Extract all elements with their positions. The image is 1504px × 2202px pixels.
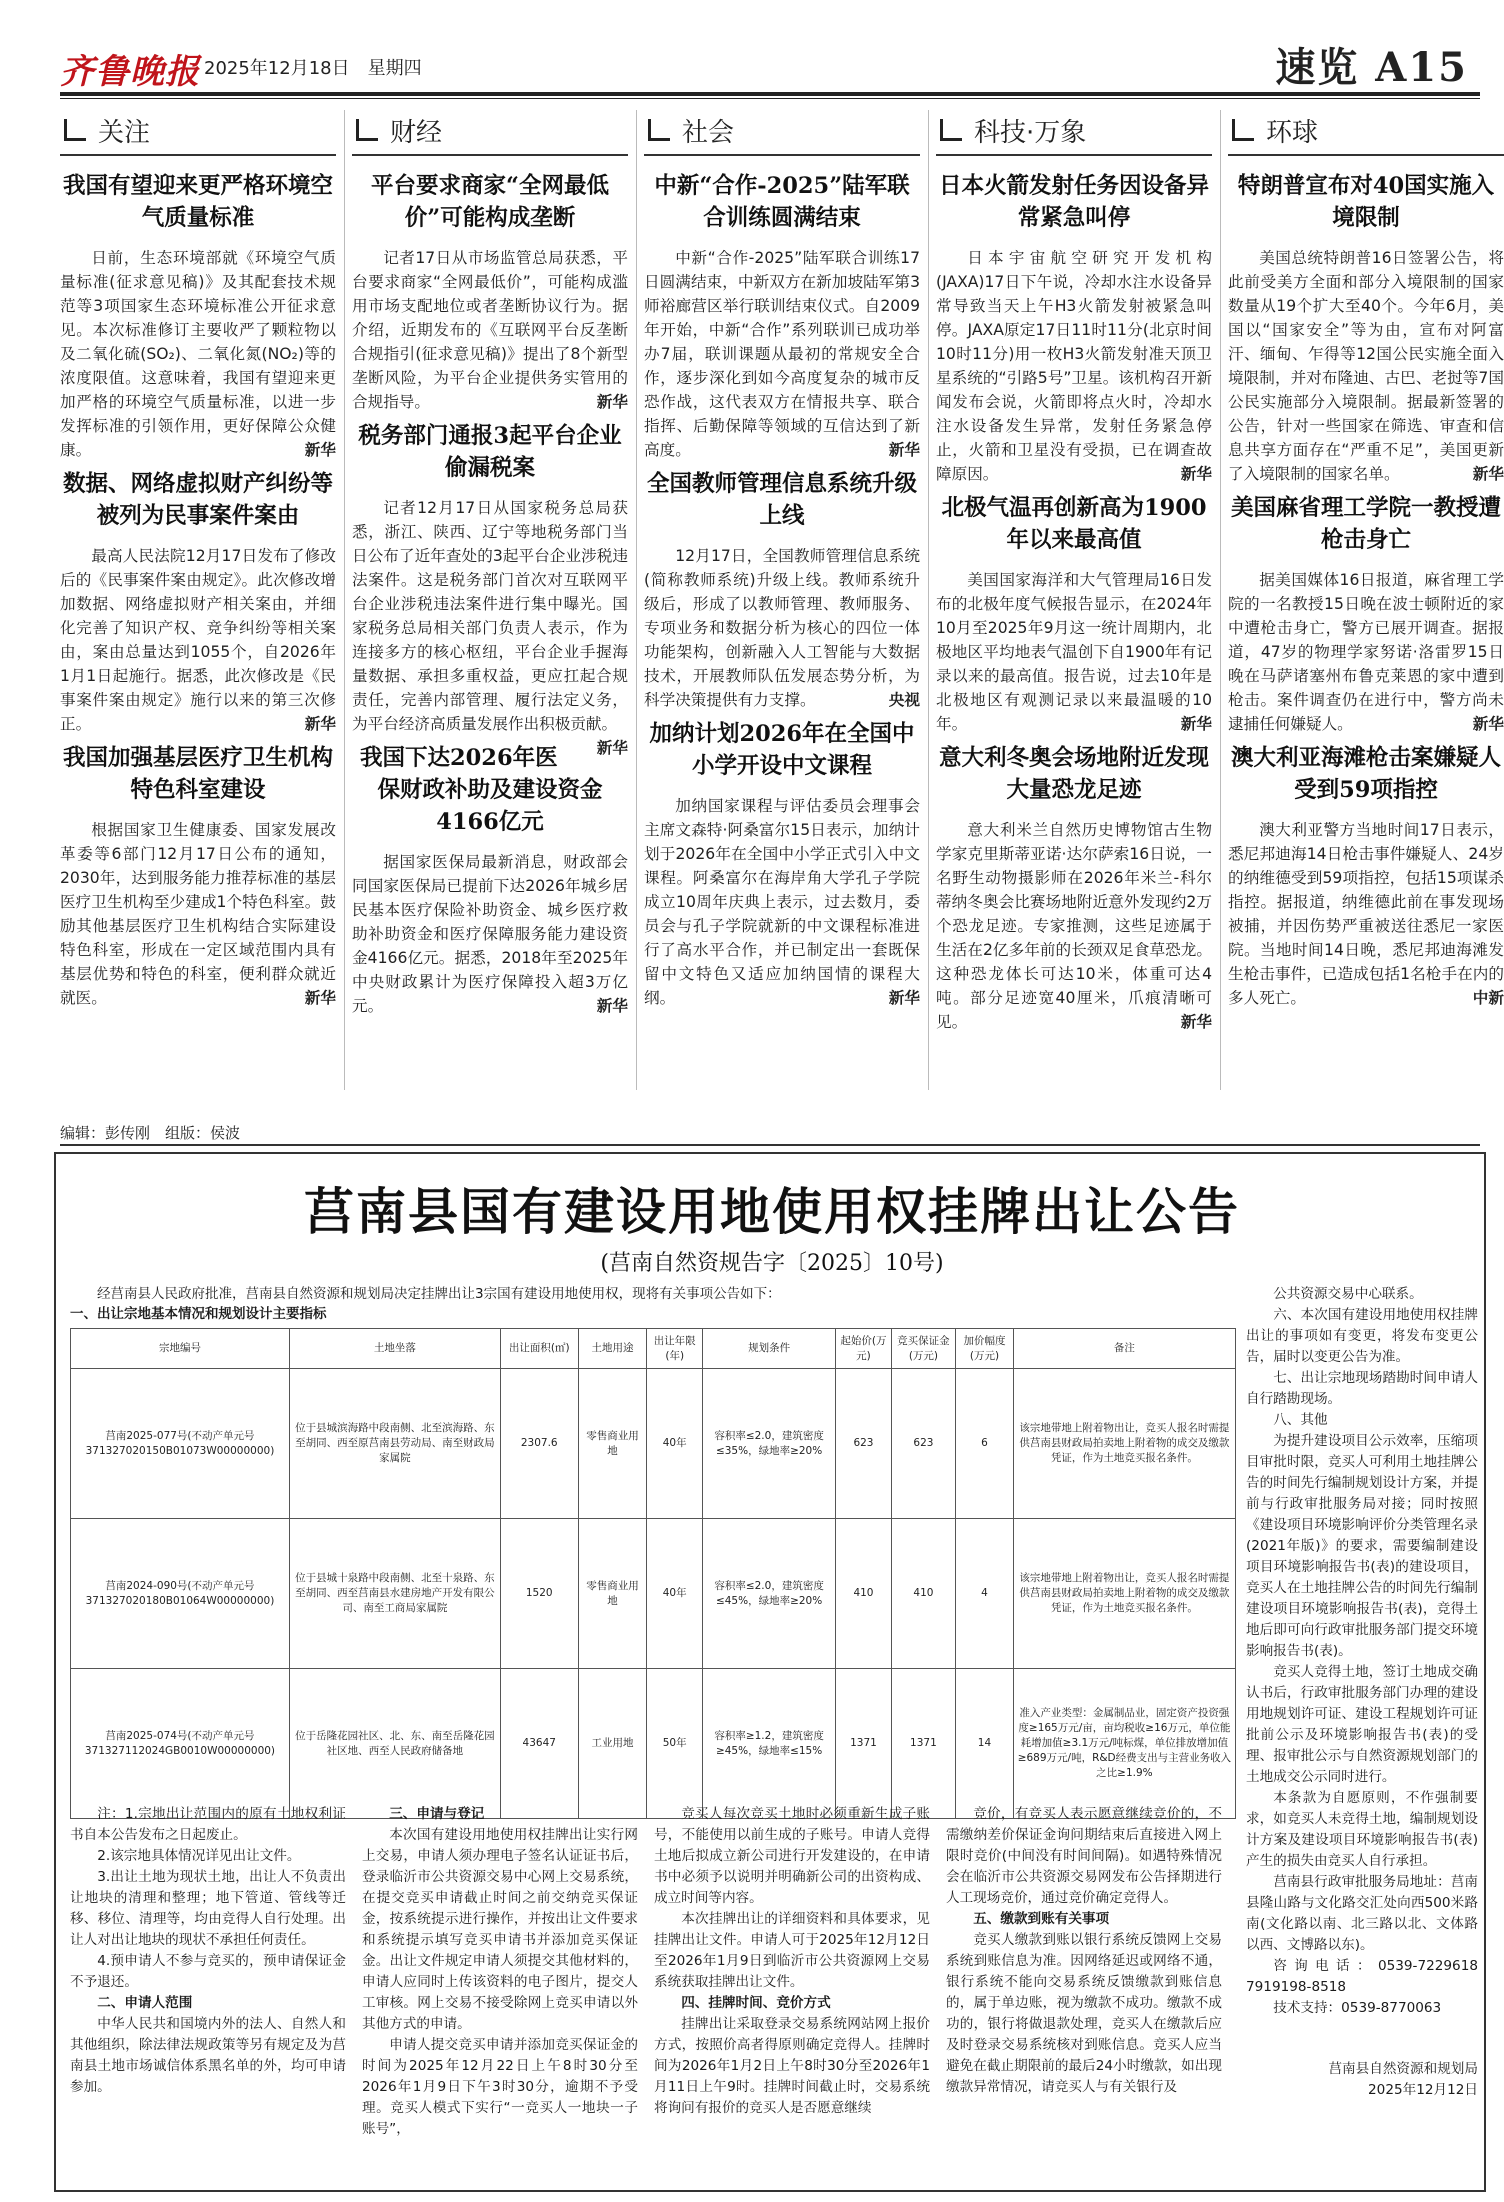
table-cell: 623	[836, 1369, 892, 1519]
notice-column	[362, 1804, 638, 2140]
article-headline: 平台要求商家“全网最低价”可能构成垄断	[371, 173, 609, 231]
article-headline: 加纳计划2026年在全国中小学开设中文课程	[649, 721, 915, 779]
article-body	[644, 544, 920, 712]
table-row	[71, 1669, 1236, 1819]
table-cell: 莒南2025-074号(不动产单元号371327112024GB0010W00000000)	[71, 1669, 290, 1819]
table-header-cell: 出让年限(年)	[647, 1329, 703, 1369]
article-source: 新华	[1472, 715, 1504, 733]
section-title: 环球	[1266, 117, 1319, 148]
section-rule	[936, 154, 1212, 156]
news-article	[1228, 492, 1504, 736]
table-cell: 该宗地带地上附着物出让，竞买人报名时需提供莒南县财政局拍卖地上附着物的成交及缴款凭证，作为土地竞买报名条件。	[1013, 1369, 1235, 1519]
news-article	[936, 492, 1212, 736]
article-headline: 全国教师管理信息系统升级上线	[646, 471, 917, 529]
article-text: 据国家医保局最新消息，财政部会同国家医保局已提前下达2026年城乡居民基本医疗保险补助资金、城乡医疗救助补助资金和医疗保障服务能力建设资金4166亿元。据悉，2018年至2025年中央财政累计为医疗保障投入超3万亿元。	[352, 853, 628, 1015]
notice-title: 莒南县国有建设用地使用权挂牌出让公告	[304, 1182, 1240, 1241]
article-headline: 中新“合作-2025”陆军联合训练圆满结束	[654, 173, 910, 231]
article-headline: 我国有望迎来更严格环境空气质量标准	[62, 173, 333, 231]
news-article	[644, 718, 920, 1010]
table-cell: 莒南2024-090号(不动产单元号371327020180B01064W00000000)	[71, 1519, 290, 1669]
column-divider	[1220, 110, 1221, 1090]
section-title: 科技·万象	[974, 117, 1087, 148]
article-source: 新华	[304, 715, 336, 733]
article-text: 澳大利亚警方当地时间17日表示，悉尼邦迪海14日枪击事件嫌疑人、24岁的纳维德受到59项指控，包括15项谋杀指控。据报道，纳维德此前在事发现场被捕，并因伤势严重被送往悉尼一家医院。当地时间14日晚，悉尼邦迪海滩发生枪击事件，已造成包括1名枪手在内的多人死亡。	[1228, 821, 1504, 1007]
notice-paragraph: 七、出让宗地现场踏勘时间申请人自行踏勘现场。	[1246, 1370, 1478, 1407]
section-header	[644, 110, 920, 150]
section-rule	[1228, 154, 1504, 156]
notice-paragraph: 竞买人竞得土地，签订土地成交确认书后，行政审批服务部门办理的建设用地规划许可证、建设工程规划许可证批前公示及环境影响报告书(表)的受理、报审批公示与自然资源规划部门的土地成交公示同时进行。	[1246, 1664, 1478, 1785]
article-source: 新华	[596, 393, 628, 411]
news-column	[644, 110, 920, 1110]
column-divider	[928, 110, 929, 1090]
table-cell: 1371	[891, 1669, 955, 1819]
article-text: 最高人民法院12月17日发布了修改后的《民事案件案由规定》。此次修改增加数据、网络虚拟财产相关案由，并细化完善了知识产权、竞争纠纷等相关案由，案由总量达到1055个，自2026年1月1日起施行。据悉，此次修改是《民事案件案由规定》施行以来的第三次修正。	[60, 547, 336, 733]
table-cell: 位于县城滨海路中段南侧、北至滨海路、东至胡同、西至原莒南县劳动局、南至财政局家属院	[289, 1369, 500, 1519]
article-text: 美国总统特朗普16日签署公告，将此前受美方全面和部分入境限制的国家数量从19个扩大至40个。今年6月，美国以“国家安全”等为由，宣布对阿富汗、缅甸、乍得等12国公民实施全面入境限制，并对布隆迪、古巴、老挝等7国公民实施部分入境限制。据最新签署的公告，针对一些国家在筛选、审查和信息共享方面存在“严重不足”，美国更新了入境限制的国家名单。	[1228, 249, 1504, 483]
article-source: 新华	[1472, 465, 1504, 483]
news-article	[60, 468, 336, 736]
news-article	[644, 170, 920, 462]
section-title: 财经	[390, 117, 443, 148]
notice-paragraph: 本次挂牌出让的详细资料和具体要求，见挂牌出让文件。申请人可于2025年12月12日至2026年1月9日到临沂市公共资源网上交易系统获取挂牌出让文件。	[654, 1911, 930, 1990]
table-cell: 位于县城十泉路中段南侧、北至十泉路、东至胡同、西至莒南县水建房地产开发有限公司、南至工商局家属院	[289, 1519, 500, 1669]
article-headline: 北极气温再创新高为1900年以来最高值	[941, 495, 1207, 553]
notice-paragraph: 本条款为自愿原则，不作强制要求，如竞买人未竞得土地，编制规划设计方案及建设项目环境影响报告书(表)产生的损失由竞买人自行承担。	[1246, 1790, 1478, 1869]
article-text: 中新“合作-2025”陆军联合训练17日圆满结束，中新双方在新加坡陆军第3师裕廊营区举行联训结束仪式。自2009年开始，中新“合作”系列联训已成功举办7届，联训课题从最初的常规安全合作，逐步深化到如今高度复杂的城市反恐作战，这代表双方在情报共享、联合指挥、后勤保障等领域的互信达到了新高度。	[644, 249, 920, 459]
notice-paragraph: 竞价，有竞买人表示愿意继续竞价的，不需缴纳差价保证金询问期结束后直接进入网上限时竞价(中间没有时间间隔)。如遇特殊情况会在临沂市公共资源交易网发布公告择期进行人工现场竞价，通过竞价确定竞得人。	[946, 1806, 1222, 1906]
article-source: 新华	[888, 441, 920, 459]
section-title: 关注	[98, 117, 151, 148]
notice-column	[70, 1804, 346, 2098]
article-text: 记者17日从市场监管总局获悉，平台要求商家“全网最低价”，可能构成滥用市场支配地位或者垄断协议行为。据介绍，近期发布的《互联网平台反垄断合规指引(征求意见稿)》提出了8个新型垄断风险，为平台企业提供务实管用的合规指导。	[352, 249, 628, 411]
notice-paragraph: 4.预申请人不参与竞买的，预申请保证金不予退还。	[70, 1953, 346, 1990]
article-body	[60, 818, 336, 1010]
table-cell: 位于岳隆花园社区、北、东、南至岳隆花园社区地、西至人民政府储备地	[289, 1669, 500, 1819]
table-header-cell: 土地用途	[578, 1329, 647, 1369]
notice-intro	[70, 1284, 1230, 1324]
table-row	[71, 1369, 1236, 1519]
news-article	[1228, 742, 1504, 1010]
notice-paragraph: 注：1.宗地出让范围内的原有土地权利证书自本公告发布之日起废止。	[70, 1806, 346, 1843]
article-source: 新华	[596, 739, 628, 757]
article-text: 据美国媒体16日报道，麻省理工学院的一名教授15日晚在波士顿附近的家中遭枪击身亡，警方已展开调查。据报道，47岁的物理学家努诺·洛雷罗15日晚在马萨诸塞州布鲁克莱恩的家中遭到枪击。案件调查仍在进行中，警方尚未逮捕任何嫌疑人。	[1228, 571, 1504, 733]
notice-paragraph: 本次国有建设用地使用权挂牌出让实行网上交易，申请人须办理电子签名认证证书后，登录临沂市公共资源交易中心网上交易系统，在提交竞买申请截止时间之前交纳竞买保证金，按系统提示进行操作，并按出让文件要求和系统提示填写竞买申请书并添加竞买保证金。出让文件规定申请人须提交其他材料的，申请人应同时上传该资料的电子图片，提交人工审核。网上交易不接受除网上竞买申请以外其他方式的申请。	[362, 1827, 638, 2032]
table-cell: 4	[956, 1519, 1014, 1669]
article-text: 意大利米兰自然历史博物馆古生物学家克里斯蒂亚诺·达尔萨索16日说，一名野生动物摄影师在2026年米兰-科尔蒂纳冬奥会比赛场地附近意外发现约2万个恐龙足迹。专家推测，这些足迹属于生活在2亿多年前的长颈双足食草恐龙。这种恐龙体长可达10米，体重可达4吨。部分足迹宽40厘米，爪痕清晰可见。	[936, 821, 1212, 1031]
article-text: 加纳国家课程与评估委员会理事会主席文森特·阿桑富尔15日表示，加纳计划于2026年在全国中小学正式引入中文课程。阿桑富尔在海岸角大学孔子学院成立10周年庆典上表示，过去数月，委员会与孔子学院就新的中文课程标准进行了高水平合作，并已制定出一套既保留中文特色又适应加纳国情的课程大纲。	[644, 797, 920, 1007]
notice-paragraph: 咨询电话：0539-7229618 7919198-8518	[1246, 1958, 1492, 1995]
notice-column	[654, 1804, 930, 2119]
article-body	[936, 818, 1212, 1034]
notice-heading: 三、申请与登记	[389, 1806, 485, 1822]
section-heading: 一、出让宗地基本情况和规划设计主要指标	[70, 1306, 327, 1322]
table-cell: 1520	[500, 1519, 578, 1669]
table-cell: 容积率≤2.0，建筑密度≤45%，绿地率≥20%	[702, 1519, 835, 1669]
section-divider	[60, 1144, 1480, 1146]
table-cell: 40年	[647, 1519, 703, 1669]
news-article	[936, 170, 1212, 486]
notice-paragraph: 竞买人缴款到账以银行系统反馈网上交易系统到账信息为准。因网络延迟或网络不通，银行系统不能向交易系统反馈缴款到账信息的，属于单边账，视为缴款不成功。缴款不成功的，银行将做退款处理，竞买人在缴款后应及时登录交易系统核对到账信息。竞买人应当避免在截止期限前的最后24小时缴款，如出现缴款异常情况，请竞买人与有关银行及	[946, 1932, 1222, 2095]
table-header-cell: 加价幅度(万元)	[956, 1329, 1014, 1369]
section-arrow-icon	[648, 119, 670, 141]
news-article	[60, 742, 336, 1010]
notice-paragraph: 为提升建设项目公示效率，压缩项目审批时限，竞买人可利用土地挂牌公告的时间先行编制规划设计方案，并提前与行政审批服务局对接；同时按照《建设项目环境影响评价分类管理名录(2021年版)》的要求，需要编制建设项目环境影响报告书(表)的建设项目，竞买人在土地挂牌公告的时间先行编制建设项目环境影响报告书(表)，竞得土地后即可向行政审批服务部门提交环境影响报告书(表)。	[1246, 1433, 1478, 1659]
article-text: 美国国家海洋和大气管理局16日发布的北极年度气候报告显示，在2024年10月至2025年9月这一统计周期内，北极地区平均地表气温创下自1900年有记录以来的最高值。报告说，过去10年是北极地区有观测记录以来最温暖的10年。	[936, 571, 1212, 733]
section-arrow-icon	[1232, 119, 1254, 141]
article-body	[352, 246, 628, 414]
article-text: 12月17日，全国教师管理信息系统(简称教师系统)升级上线。教师系统升级后，形成了以教师管理、教师服务、专项业务和数据分析为核心的四位一体功能架构，创新融入人工智能与大数据技术，开展教师队伍发展态势分析，为科学决策提供有力支撑。	[644, 547, 920, 709]
section-title: 社会	[682, 117, 735, 148]
article-text: 日本宇宙航空研究开发机构(JAXA)17日下午说，冷却水注水设备异常导致当天上午H3火箭发射被紧急叫停。JAXA原定17日11时11分(北京时间10时11分)用一枚H3火箭发射准天顶卫星系统的“引路5号”卫星。该机构召开新闻发布会说，火箭即将点火时，冷却水注水设备发生异常，发射任务紧急停止，火箭和卫星没有受损，已在调查故障原因。	[936, 249, 1212, 483]
table-header-cell: 规划条件	[702, 1329, 835, 1369]
table-cell: 工业用地	[578, 1669, 647, 1819]
section-rule	[644, 154, 920, 156]
notice-paragraph: 技术支持：0539-8770063	[1273, 2000, 1442, 2016]
article-source: 央视	[888, 691, 920, 709]
article-body	[60, 246, 336, 462]
news-column	[352, 110, 628, 1110]
article-headline: 我国下达2026年医保财政补助及建设资金4166亿元	[359, 745, 603, 835]
table-cell: 莒南2025-077号(不动产单元号371327020150B01073W00000000)	[71, 1369, 290, 1519]
news-article	[936, 742, 1212, 1034]
notice-paragraph: 申请人提交竞买申请并添加竞买保证金的时间为2025年12月22日上午8时30分至2026年1月9日下午3时30分，逾期不予受理。竞买人模式下实行“一竞买人一地块一子账号”，	[362, 2037, 638, 2137]
masthead-rule	[60, 92, 1480, 96]
notice-signature: 2025年12月12日	[1368, 2082, 1478, 2098]
table-cell: 43647	[500, 1669, 578, 1819]
notice-paragraph: 2.该宗地具体情况详见出让文件。	[97, 1848, 301, 1864]
article-body	[1228, 818, 1504, 1010]
article-headline: 意大利冬奥会场地附近发现大量恐龙足迹	[938, 745, 1209, 803]
notice-paragraph: 莒南县行政审批服务局地址：莒南县隆山路与文化路交汇处向西500米路南(文化路以南、北三路以北、文体路以西、文博路以东)。	[1246, 1874, 1478, 1953]
table-header-cell: 备注	[1013, 1329, 1235, 1369]
table-cell: 容积率≤2.0，建筑密度≤35%，绿地率≥20%	[702, 1369, 835, 1519]
article-body	[1228, 568, 1504, 736]
news-article	[644, 468, 920, 712]
notice-heading: 五、缴款到账有关事项	[973, 1911, 1110, 1927]
notice-paragraph: 公共资源交易中心联系。	[1273, 1286, 1423, 1302]
notice-paragraph: 中华人民共和国境内外的法人、自然人和其他组织，除法律法规政策等另有规定及为莒南县土地市场诚信体系黑名单的外，均可申请参加。	[70, 2016, 346, 2095]
news-column	[1228, 110, 1504, 1110]
article-body	[936, 568, 1212, 736]
news-article	[352, 420, 628, 757]
table-cell: 零售商业用地	[578, 1369, 647, 1519]
newspaper-logo: 齐鲁晚报	[60, 52, 200, 92]
column-divider	[636, 110, 637, 1090]
table-cell: 6	[956, 1369, 1014, 1519]
table-cell: 50年	[647, 1669, 703, 1819]
table-cell: 14	[956, 1669, 1014, 1819]
table-header-cell: 宗地编号	[71, 1329, 290, 1369]
notice-paragraph: 六、本次国有建设用地使用权挂牌出让的事项如有变更，将发布变更公告，届时以变更公告为准。	[1246, 1307, 1478, 1365]
table-header-cell: 土地坐落	[289, 1329, 500, 1369]
article-text: 日前，生态环境部就《环境空气质量标准(征求意见稿)》及其配套技术规范等3项国家生态环境标准公开征求意见。本次标准修订主要收严了颗粒物以及二氧化硫(SO₂)、二氧化氮(NO₂)等的浓度限值。这意味着，我国有望迎来更加严格的环境空气质量标准，以进一步发挥标准的引领作用，更好保障公众健康。	[60, 249, 336, 459]
intro-text: 经莒南县人民政府批准，莒南县自然资源和规划局决定挂牌出让3宗国有建设用地使用权，现将有关事项公告如下：	[97, 1286, 781, 1302]
notice-paragraph: 3.出让土地为现状土地，出让人不负责出让地块的清理和整理；地下管道、管线等迁移、移位、清理等，均由竞得人自行处理。出让人对出让地块的现状不承担任何责任。	[70, 1869, 346, 1948]
notice-paragraph: 竞买人每次竞买土地时必须重新生成子账号，不能使用以前生成的子账号。申请人竞得土地后拟成立新公司进行开发建设的，在申请书中必须予以说明并明确新公司的出资构成、成立时间等内容。	[654, 1806, 930, 1906]
article-body	[352, 850, 628, 1018]
table-header-cell: 出让面积(㎡)	[500, 1329, 578, 1369]
news-briefs	[36, 110, 1504, 1120]
article-source: 新华	[304, 441, 336, 459]
table-cell: 40年	[647, 1369, 703, 1519]
notice-right-column	[1246, 1284, 1492, 2101]
section-arrow-icon	[356, 119, 378, 141]
land-plot-table	[70, 1328, 1236, 1819]
news-article	[352, 170, 628, 414]
article-headline: 澳大利亚海滩枪击案嫌疑人受到59项指控	[1230, 745, 1501, 803]
article-headline: 税务部门通报3起平台企业偷漏税案	[358, 423, 622, 481]
table-cell: 2307.6	[500, 1369, 578, 1519]
news-article	[1228, 170, 1504, 486]
article-headline: 美国麻省理工学院一教授遭枪击身亡	[1230, 495, 1501, 553]
notice-column	[946, 1804, 1222, 2098]
article-source: 中新	[1472, 989, 1504, 1007]
article-headline: 我国加强基层医疗卫生机构特色科室建设	[62, 745, 333, 803]
section-rule	[60, 154, 336, 156]
issue-date: 2025年12月18日 星期四	[204, 58, 422, 79]
table-cell: 623	[891, 1369, 955, 1519]
notice-subtitle: (莒南自然资规告字〔2025〕10号)	[600, 1251, 944, 1276]
section-header	[352, 110, 628, 150]
table-cell: 准入产业类型：金属制品业，固定资产投资强度≥165万元/亩，亩均税收≥16万元，单位能耗增加值≥3.1万元/吨标煤，单位排放增加值≥689万元/吨，R&D经费支出与主营业务收入之比≥1.9%	[1013, 1669, 1235, 1819]
section-arrow-icon	[940, 119, 962, 141]
section-arrow-icon	[64, 119, 86, 141]
article-headline: 特朗普宣布对40国实施入境限制	[1237, 173, 1495, 231]
table-header-row	[71, 1329, 1236, 1369]
page-section-label: 速览 A15	[1275, 44, 1468, 91]
table-cell: 410	[836, 1519, 892, 1669]
table-cell: 410	[891, 1519, 955, 1669]
article-body	[936, 246, 1212, 486]
table-cell: 容积率≥1.2，建筑密度≥45%，绿地率≤15%	[702, 1669, 835, 1819]
article-source: 新华	[1180, 1013, 1212, 1031]
article-source: 新华	[1180, 715, 1212, 733]
article-headline: 日本火箭发射任务因设备异常紧急叫停	[938, 173, 1209, 231]
article-body	[644, 246, 920, 462]
news-article	[352, 742, 628, 1018]
column-divider	[344, 110, 345, 1090]
notice-heading: 四、挂牌时间、竞价方式	[681, 1995, 831, 2011]
news-column	[936, 110, 1212, 1110]
news-column	[60, 110, 336, 1110]
article-source: 新华	[1180, 465, 1212, 483]
article-source: 新华	[888, 989, 920, 1007]
land-auction-notice	[54, 1152, 1492, 2192]
section-header	[60, 110, 336, 150]
notice-paragraph: 挂牌出让采取登录交易系统网站网上报价方式，按照价高者得原则确定竞得人。挂牌时间为2026年1月2日上午8时30分至2026年1月11日上午9时。挂牌时间截止时，交易系统将询问有报价的竞买人是否愿意继续	[654, 2016, 930, 2116]
masthead-rule-thin	[60, 98, 1480, 99]
article-text: 记者12月17日从国家税务总局获悉，浙江、陕西、辽宁等地税务部门当日公布了近年查处的3起平台企业涉税违法案件。这是税务部门首次对互联网平台企业涉税违法案件进行集中曝光。国家税务总局相关部门负责人表示，作为连接多方的核心枢纽，平台企业手握海量数据、承担多重权益，更应扛起合规责任，完善内部管理、履行法定义务，为平台经济高质量发展作出积极贡献。	[352, 499, 628, 733]
table-header-cell: 起始价(万元)	[836, 1329, 892, 1369]
section-header	[1228, 110, 1504, 150]
section-header	[936, 110, 1212, 150]
table-cell: 该宗地带地上附着物出让，竞买人报名时需提供莒南县财政局拍卖地上附着物的成交及缴款凭证，作为土地竞买报名条件。	[1013, 1519, 1235, 1669]
section-rule	[352, 154, 628, 156]
article-headline: 数据、网络虚拟财产纠纷等被列为民事案件案由	[62, 471, 333, 529]
article-body	[1228, 246, 1504, 486]
notice-terms	[70, 1804, 1230, 2184]
news-article	[60, 170, 336, 462]
article-text: 根据国家卫生健康委、国家发展改革委等6部门12月17日公布的通知，2030年，达到服务能力推荐标准的基层医疗卫生机构至少建成1个特色科室。鼓励其他基层医疗卫生机构结合实际建设特色科室，形成在一定区域范围内具有基层优势和特色的科室，便利群众就近就医。	[60, 821, 336, 1007]
article-body	[352, 496, 628, 757]
article-source: 新华	[596, 997, 628, 1015]
editors-credit: 编辑：彭传刚 组版：侯波	[60, 1124, 241, 1142]
table-cell: 零售商业用地	[578, 1519, 647, 1669]
article-body	[644, 794, 920, 1010]
table-header-cell: 竞买保证金(万元)	[891, 1329, 955, 1369]
article-source: 新华	[304, 989, 336, 1007]
notice-signature: 莒南县自然资源和规划局	[1328, 2061, 1478, 2077]
masthead	[0, 0, 1500, 90]
table-cell: 1371	[836, 1669, 892, 1819]
notice-paragraph: 八、其他	[1273, 1412, 1328, 1428]
notice-heading: 二、申请人范围	[97, 1995, 193, 2011]
article-body	[60, 544, 336, 736]
table-row	[71, 1519, 1236, 1669]
